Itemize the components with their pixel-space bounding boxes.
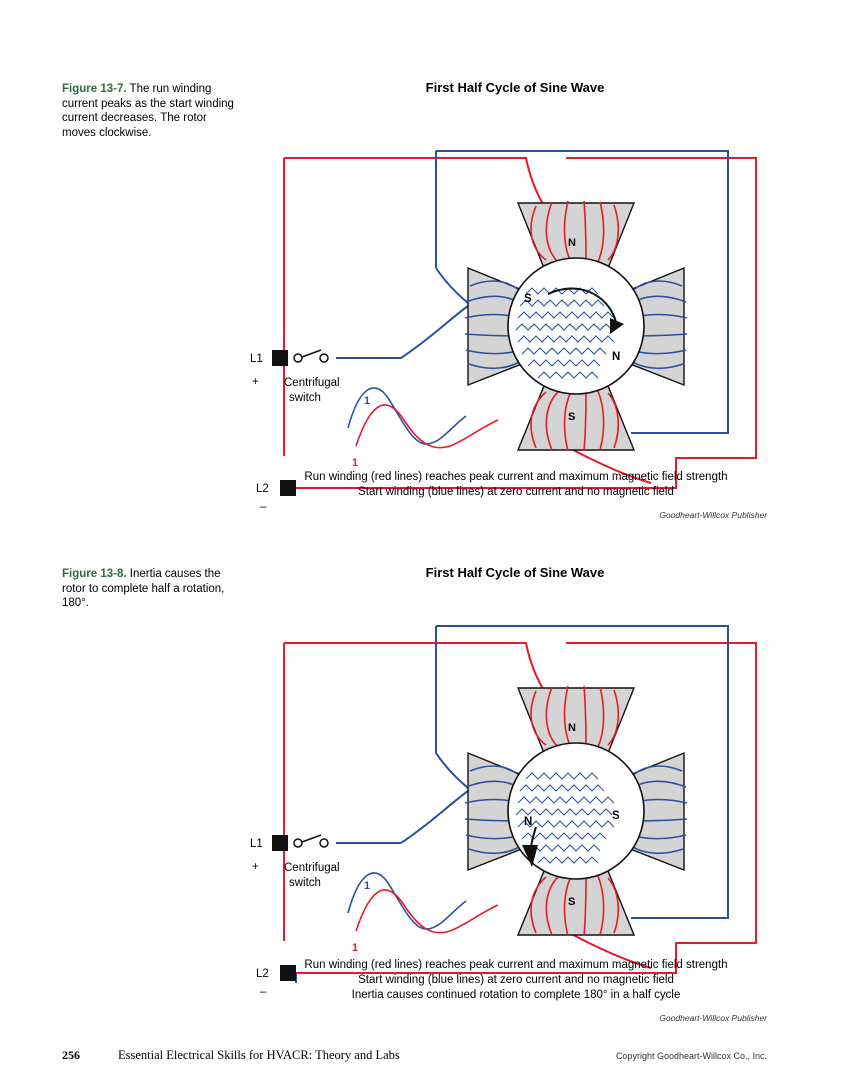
figure-13-7-footnote-line-2: Start winding (blue lines) at zero current and no magnetic field bbox=[358, 486, 674, 498]
rotor-pole-right-label: N bbox=[612, 351, 621, 363]
centrifugal-switch-label-line2: switch bbox=[289, 877, 321, 889]
figure-13-7 bbox=[0, 60, 849, 530]
figure-13-7-footnote bbox=[236, 470, 796, 500]
figure-13-8-footnote-line-1: Run winding (red lines) reaches peak current and maximum magnetic field strength bbox=[304, 959, 728, 971]
l2-label: L2 bbox=[256, 968, 269, 980]
figure-13-8-footnote-line-2: Start winding (blue lines) at zero current and no magnetic field bbox=[358, 974, 674, 986]
rotor-pole-left-label: N bbox=[524, 816, 533, 828]
l2-sign: – bbox=[260, 986, 267, 998]
figure-13-8-caption-text: Inertia causes the rotor to complete half a rotation, 180°. bbox=[62, 568, 225, 609]
figure-13-8-caption bbox=[62, 567, 234, 611]
stator-pole-bottom bbox=[518, 871, 634, 936]
wave-blue-label: 1 bbox=[364, 880, 371, 892]
centrifugal-switch-label-line1: Centrifugal bbox=[284, 377, 340, 389]
figure-13-7-footnote-line-1: Run winding (red lines) reaches peak current and maximum magnetic field strength bbox=[304, 471, 728, 483]
figure-13-8-credit: Goodheart-Willcox Publisher bbox=[659, 1013, 767, 1023]
figure-13-7-caption-text: The run winding current peaks as the start winding current decreases. The rotor moves clockwise. bbox=[62, 83, 234, 139]
l1-sign: + bbox=[252, 861, 259, 873]
centrifugal-switch-label-line1: Centrifugal bbox=[284, 862, 340, 874]
pole-top-label: N bbox=[568, 237, 576, 249]
book-title: Essential Electrical Skills for HVACR: Theory and Labs bbox=[118, 1048, 400, 1062]
l1-label: L1 bbox=[250, 838, 263, 850]
l1-sign: + bbox=[252, 376, 259, 388]
wave-red-label: 1 bbox=[352, 942, 359, 954]
figure-13-7-diagram bbox=[236, 98, 796, 513]
figure-13-8-footnote-line-3: Inertia causes continued rotation to complete 180° in a half cycle bbox=[351, 989, 681, 1001]
page-footer bbox=[0, 1048, 849, 1072]
l1-terminal bbox=[272, 835, 288, 851]
figure-13-7-title: First Half Cycle of Sine Wave bbox=[425, 80, 605, 95]
sine-wave-red bbox=[356, 890, 498, 933]
pole-bottom-label: S bbox=[568, 896, 576, 908]
rotor bbox=[508, 743, 644, 879]
figure-13-7-credit: Goodheart-Willcox Publisher bbox=[659, 510, 767, 520]
pole-top-label: N bbox=[568, 722, 576, 734]
l2-sign: – bbox=[260, 501, 267, 513]
sine-wave-red bbox=[356, 405, 498, 448]
figure-13-7-caption bbox=[62, 82, 234, 140]
pole-bottom-label: S bbox=[568, 411, 576, 423]
wave-red-label: 1 bbox=[352, 457, 359, 469]
wave-blue-label: 1 bbox=[364, 395, 371, 407]
rotor-pole-left-label: S bbox=[524, 293, 532, 305]
figure-13-7-caption-label: Figure 13-7. bbox=[62, 83, 127, 95]
page-number: 256 bbox=[62, 1048, 80, 1062]
l1-label: L1 bbox=[250, 353, 263, 365]
l2-label: L2 bbox=[256, 483, 269, 495]
figure-13-8-footnote bbox=[236, 958, 796, 1003]
copyright-notice: Copyright Goodheart-Willcox Co., Inc. bbox=[615, 1051, 767, 1061]
rotor-pole-right-label: S bbox=[612, 810, 620, 822]
l1-terminal bbox=[272, 350, 288, 366]
figure-13-8-caption-label: Figure 13-8. bbox=[62, 568, 127, 580]
centrifugal-switch bbox=[294, 835, 328, 847]
centrifugal-switch-label-line2: switch bbox=[289, 392, 321, 404]
rotor bbox=[508, 258, 644, 394]
stator-pole-bottom bbox=[518, 386, 634, 451]
figure-13-8 bbox=[0, 545, 849, 1045]
figure-13-8-title: First Half Cycle of Sine Wave bbox=[425, 565, 605, 580]
centrifugal-switch bbox=[294, 350, 328, 362]
